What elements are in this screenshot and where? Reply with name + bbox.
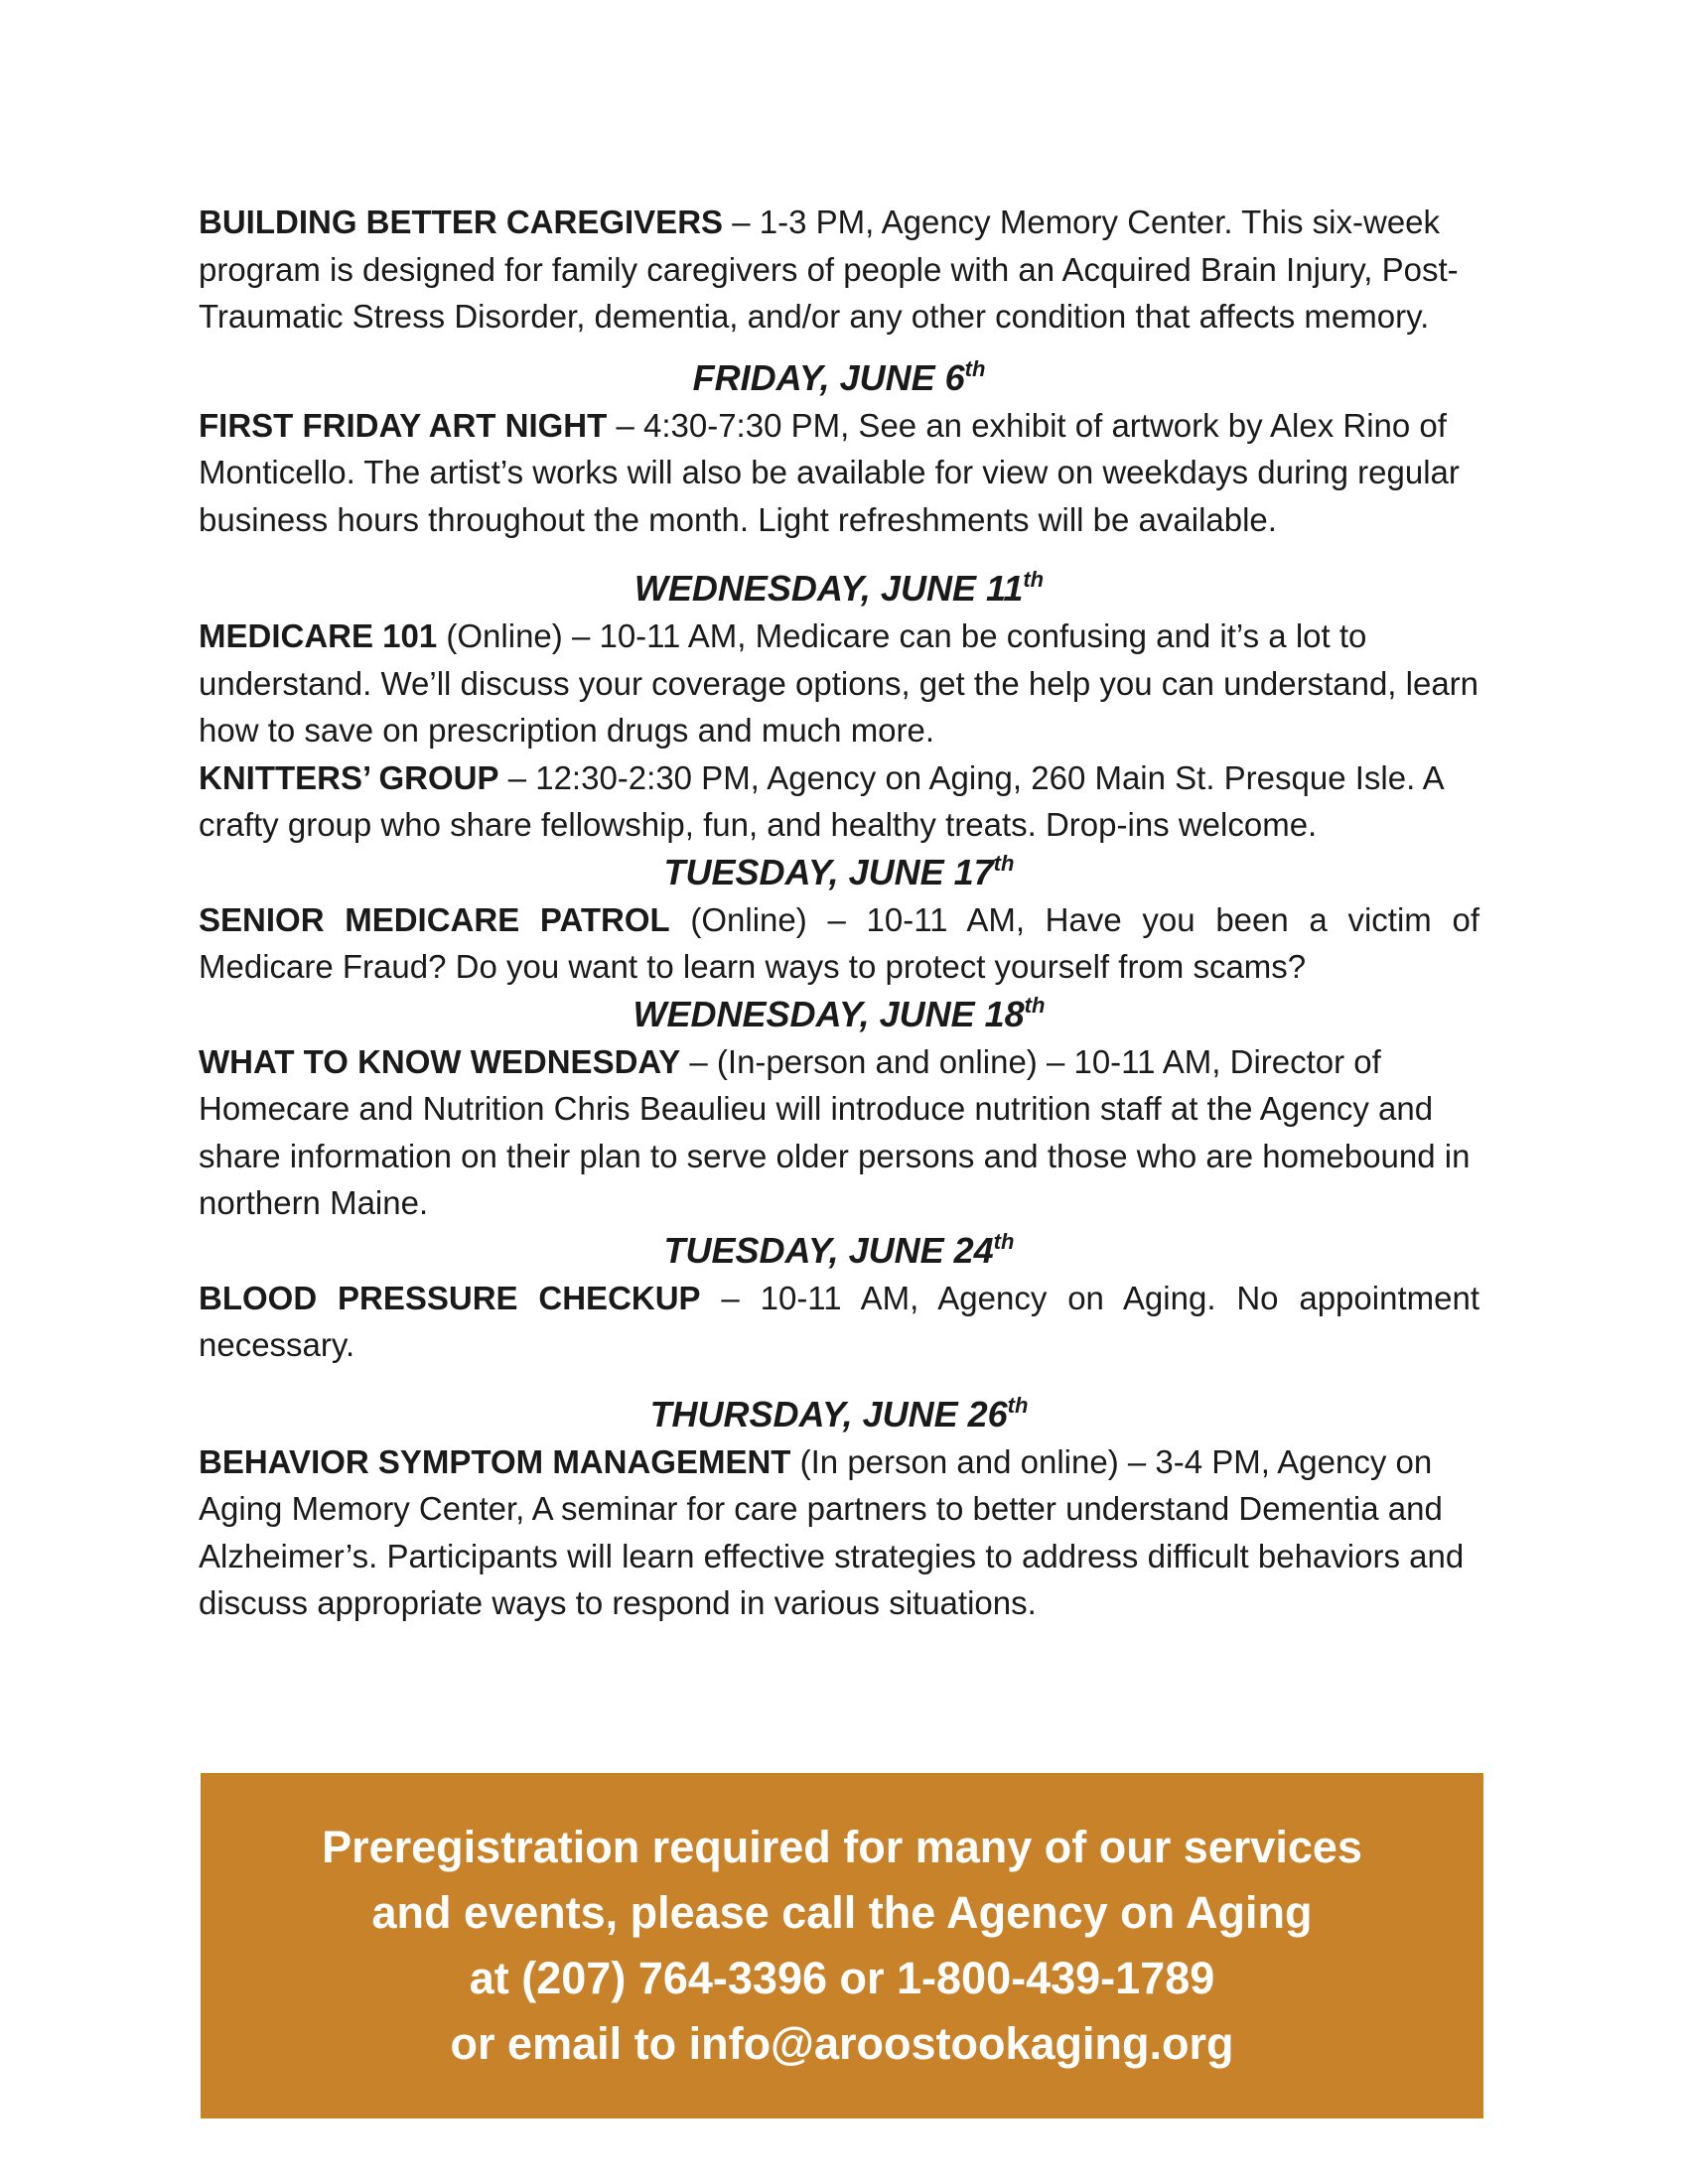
- event-title: BUILDING BETTER CAREGIVERS: [199, 204, 724, 240]
- event-building-better-caregivers: [199, 199, 1479, 341]
- event-title: SENIOR MEDICARE PATROL: [199, 900, 670, 938]
- day-heading-wednesday-june-11: WEDNESDAY, JUNE 11th: [633, 567, 1045, 609]
- event-title: FIRST FRIDAY ART NIGHT: [199, 406, 608, 444]
- day-heading-thursday-june-26: THURSDAY, JUNE 26th: [649, 1392, 1029, 1434]
- day-heading-tuesday-june-24: TUESDAY, JUNE 24th: [663, 1228, 1015, 1271]
- day-heading-friday-june-6: FRIDAY, JUNE 6th: [692, 355, 986, 398]
- event-title: WHAT TO KNOW WEDNESDAY: [199, 1042, 681, 1080]
- event-description: – (In-person and online) – 10-11 AM, Director of Homecare and Nutrition Chris Beaulieu will introduce nutrition staff at the Agency and share information on their plan to serve older persons and those who are homebound in northern Maine.: [199, 1042, 1471, 1221]
- event-description: – 12:30-2:30 PM, Agency on Aging, 260 Main St. Presque Isle. A crafty group who share fellowship, fun, and healthy treats. Drop-ins welcome.: [199, 758, 1443, 843]
- banner-line: and events, please call the Agency on Aging: [371, 1887, 1313, 1938]
- day-heading-wednesday-june-18: WEDNESDAY, JUNE 18th: [633, 992, 1046, 1034]
- event-medicare-101: [199, 613, 1479, 754]
- event-what-to-know-wednesday: [199, 1038, 1479, 1227]
- event-title: BLOOD PRESSURE CHECKUP: [199, 1279, 701, 1316]
- event-blood-pressure-checkup: [199, 1275, 1479, 1369]
- banner-line: Preregistration required for many of our services: [322, 1822, 1362, 1872]
- event-knitters-group: [199, 754, 1479, 849]
- event-description: (Online) – 10-11 AM, Medicare can be confusing and it’s a lot to understand. We’ll discuss your coverage options, get the help you can understand, learn how to save on prescription drugs and much more.: [199, 617, 1479, 749]
- event-title: MEDICARE 101: [199, 617, 438, 654]
- event-title: BEHAVIOR SYMPTOM MANAGEMENT: [199, 1442, 791, 1480]
- banner-email-line: or email to info@aroostookaging.org: [450, 2018, 1234, 2069]
- event-title: KNITTERS’ GROUP: [199, 758, 499, 796]
- event-description: (In person and online) – 3-4 PM, Agency on Aging Memory Center, A seminar for care partners to better understand Dementia and Alzheimer’s. Participants will learn effective strategies to address difficult behaviors and discuss appropriate ways to respond in various situations.: [199, 1442, 1465, 1621]
- event-description: – 10-11 AM, Agency on Aging. No appointment necessary.: [199, 1279, 1479, 1363]
- event-behavior-symptom-management: [199, 1438, 1479, 1627]
- event-listing: [199, 199, 1479, 1627]
- event-description: – 1-3 PM, Agency Memory Center. This six-week program is designed for family caregivers of people with an Acquired Brain Injury, Post-Traumatic Stress Disorder, dementia, and/or any other condition that affects memory.: [199, 204, 1459, 335]
- banner-phone-line: at (207) 764-3396 or 1-800-439-1789: [469, 1953, 1215, 2003]
- preregistration-banner: [201, 1773, 1483, 2118]
- event-first-friday-art-night: [199, 402, 1479, 544]
- event-description: (Online) – 10-11 AM, Have you been a victim of Medicare Fraud? Do you want to learn ways to protect yourself from scams?: [199, 900, 1480, 985]
- event-description: – 4:30-7:30 PM, See an exhibit of artwork by Alex Rino of Monticello. The artist’s works will also be available for view on weekdays during regular business hours throughout the month. Light refreshments will be available.: [199, 406, 1460, 538]
- event-senior-medicare-patrol: [199, 896, 1479, 991]
- day-heading-tuesday-june-17: TUESDAY, JUNE 17th: [663, 850, 1015, 892]
